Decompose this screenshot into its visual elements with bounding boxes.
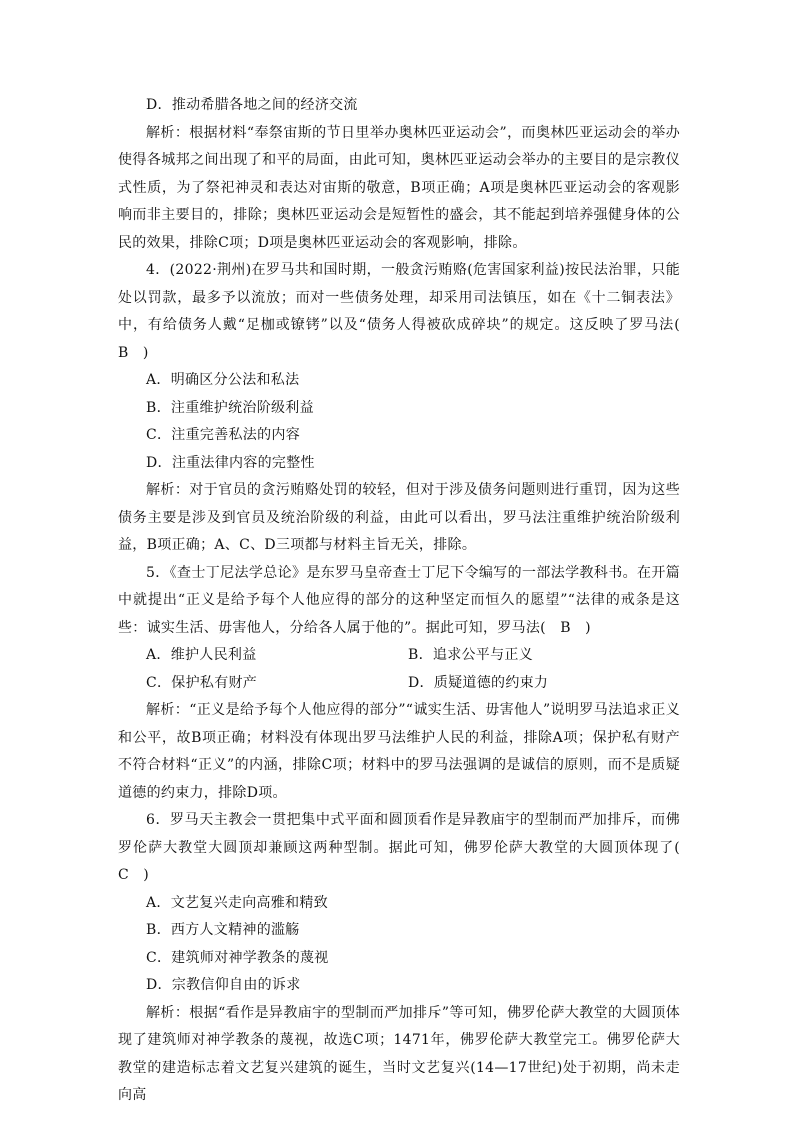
q4-option-d: D．注重法律内容的完整性 bbox=[146, 454, 315, 471]
q4-analysis: 解析：对于官员的贪污贿赂处罚的较轻，但对于涉及债务问题则进行重罚，因为这些债务主要是涉及到官员及统治阶级的利益，由此可以看出，罗马法注重维护统治阶级利益，B项正确；A、C、D三项都与材料主旨无关，排除。 bbox=[118, 482, 680, 553]
q5-option-c: C．保护私有财产 bbox=[146, 674, 258, 691]
q5-stem: 5．《查士丁尼法学总论》是东罗马皇帝查士丁尼下令编写的一部法学教科书。在开篇中就提出“正义是给予每个人他应得的部分的这种坚定而恒久的愿望”“法律的戒条是这些：诚实生活、毋害他人，分给各人属于他的”。据此可知，罗马法( B ) bbox=[118, 564, 680, 636]
q3-analysis: 解析：根据材料“奉祭宙斯的节日里举办奥林匹亚运动会”，而奥林匹亚运动会的举办使得各城邦之间出现了和平的局面，由此可知，奥林匹亚运动会举办的主要目的是宗教仪式性质，为了祭祀神灵和表达对宙斯的敬意，B项正确；A项是奥林匹亚运动会的客观影响而非主要目的，排除；奥林匹亚运动会是短暂性的盛会，其不能起到培养强健身体的公民的效果，排除C项；D项是奥林匹亚运动会的客观影响，排除。 bbox=[118, 124, 680, 251]
q6-option-c: C．建筑师对神学教条的蔑视 bbox=[146, 949, 329, 966]
q5-options-row-2 bbox=[118, 670, 680, 698]
q6-option-a: A．文艺复兴走向高雅和精致 bbox=[146, 894, 329, 911]
q5-option-b: B．追求公平与正义 bbox=[408, 647, 533, 663]
q6-stem: 6．罗马天主教会一贯把集中式平面和圆顶看作是异教庙宇的型制而严加排斥，而佛罗伦萨大教堂大圆顶却兼顾这两种型制。据此可知，佛罗伦萨大教堂的大圆顶体现了( C ) bbox=[118, 812, 695, 883]
q6-option-b: B．西方人文精神的滥觞 bbox=[146, 922, 300, 938]
q4-stem: 4．(2022·荆州)在罗马共和国时期，一般贪污贿赂(危害国家利益)按民法治罪，只能处以罚款，最多予以流放；而对一些债务处理，却采用司法镇压，如在《十二铜表法》中，有给债务人戴“足枷或镣铐”以及“债务人得被砍成碎块”的规定。这反映了罗马法( B ) bbox=[118, 262, 695, 361]
q5-options-row-1 bbox=[118, 642, 680, 670]
q3-option-d: D．推动希腊各地之间的经济交流 bbox=[146, 97, 358, 113]
q6-analysis: 解析：根据“看作是异教庙宇的型制而严加排斥”等可知，佛罗伦萨大教堂的大圆顶体现了建筑师对神学教条的蔑视，故选C项；1471年，佛罗伦萨大教堂完工。佛罗伦萨大教堂的建造标志着文艺复兴建筑的诞生，当时文艺复兴(14—17世纪)处于初期，尚未走向高 bbox=[118, 1004, 680, 1103]
q4-option-b: B．注重维护统治阶级利益 bbox=[146, 399, 314, 416]
q4-option-a: A．明确区分公法和私法 bbox=[146, 372, 300, 388]
q5-analysis: 解析：“正义是给予每个人他应得的部分”“诚实生活、毋害他人”说明罗马法追求正义和公平，故B项正确；材料没有体现出罗马法维护人民的利益，排除A项；保护私有财产不符合材料“正义”的内涵，排除C项；材料中的罗马法强调的是诚信的原则，而不是质疑道德的约束力，排除D项。 bbox=[118, 702, 680, 801]
q5-option-a: A．维护人民利益 bbox=[146, 647, 257, 663]
q4-option-c: C．注重完善私法的内容 bbox=[146, 427, 301, 443]
q6-option-d: D．宗教信仰自由的诉求 bbox=[146, 977, 301, 993]
page-content bbox=[118, 92, 695, 1110]
q5-option-d: D．质疑道德的约束力 bbox=[408, 674, 549, 691]
